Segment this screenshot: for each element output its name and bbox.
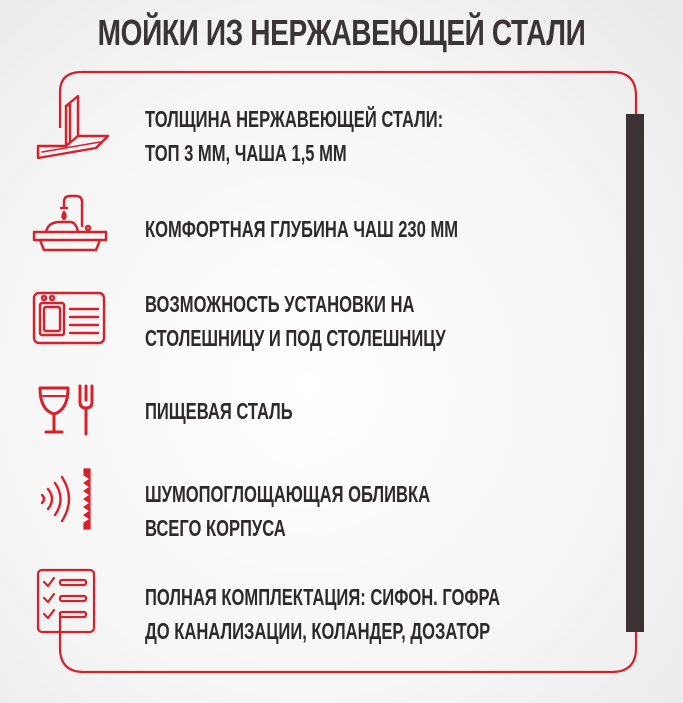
page-title: МОЙКИ ИЗ НЕРЖАВЕЮЩЕЙ СТАЛИ (97, 12, 586, 53)
feature-line: КОМФОРТНАЯ ГЛУБИНА ЧАШ 230 ММ (145, 216, 459, 242)
food-grade-icon (30, 380, 110, 450)
sound-absorption-icon (30, 465, 110, 535)
feature-line: СТОЛЕШНИЦУ И ПОД СТОЛЕШНИЦУ (145, 325, 446, 351)
feature-line: ТОЛЩИНА НЕРЖАВЕЮЩЕЙ СТАЛИ: (145, 106, 444, 132)
sink-faucet-icon (30, 192, 110, 262)
checklist-icon (30, 568, 110, 638)
feature-line: ПИЩЕВАЯ СТАЛЬ (145, 398, 293, 424)
side-bar (626, 114, 644, 632)
feature-line: ВОЗМОЖНОСТЬ УСТАНОВКИ НА (145, 291, 415, 317)
feature-line: ДО КАНАЛИЗАЦИИ, КОЛАНДЕР, ДОЗАТОР (145, 618, 491, 644)
feature-line: ВСЕГО КОРПУСА (145, 515, 286, 541)
steel-profile-icon (30, 92, 110, 162)
installation-icon (30, 285, 110, 355)
feature-line: ШУМОПОГЛОЩАЮЩАЯ ОБЛИВКА (145, 481, 431, 507)
feature-line: ПОЛНАЯ КОМПЛЕКТАЦИЯ: СИФОН. ГОФРА (145, 584, 501, 610)
feature-line: ТОП 3 ММ, ЧАША 1,5 ММ (145, 140, 347, 166)
